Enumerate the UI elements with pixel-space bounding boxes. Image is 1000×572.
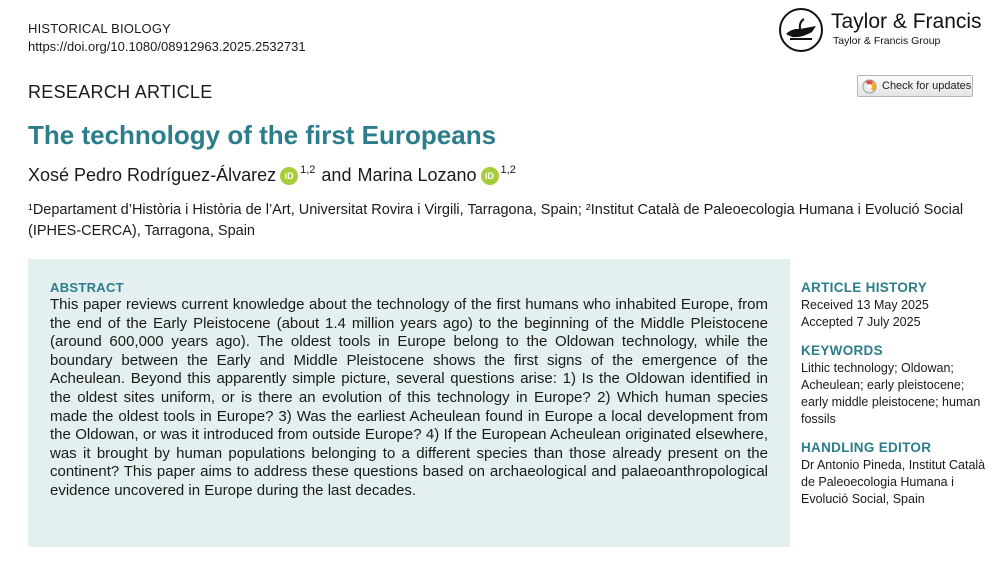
- publisher-logo: [778, 6, 982, 54]
- keywords-text: Lithic technology; Oldowan; Acheulean; early pleistocene; early middle pleistocene; human fossils: [801, 361, 981, 426]
- journal-header: [28, 20, 306, 56]
- received-date: Received 13 May 2025: [801, 298, 929, 312]
- abstract-text: This paper reviews current knowledge about the technology of the first humans who inhabited Europe, from the end of the Early Pleistocene (about 1.4 million years ago) to the beginning of the Middle Pleistocene (around 600,000 years ago). The oldest tools in Europe belong to the Oldowan technology, while the boundary between the Early and Middle Pleistocene shows the first signs of the emergence of the Acheulean. Beyond this apparently simple picture, several questions arise: 1) Is the Oldowan identified in the oldest sites uniform, or is there an evolution of this technology in Europe? 2) Which human species made the oldest tools in Europe? 3) Was the earliest Acheulean found in Europe a local development from the Oldowan, or was it introduced from outside Europe? 4) If the European Acheulean originated elsewhere, was it brought by human populations belonging to a different species than those already present on the continent? This paper aims to address these questions based on archaeological and palaeoanthropological evidence uncovered in Europe during the last decades.: [50, 296, 768, 499]
- author-name[interactable]: Xosé Pedro Rodríguez-Álvarez: [28, 165, 277, 185]
- author-affiliation-ref: 1,2: [500, 164, 516, 176]
- article-type: RESEARCH ARTICLE: [28, 82, 213, 102]
- author-affiliation-ref: 1,2: [300, 164, 316, 176]
- lamp-logo-icon: [778, 8, 824, 52]
- orcid-icon[interactable]: iD: [481, 167, 499, 185]
- affiliations: ¹Departament d’Història i Història de l’Art, Universitat Rovira i Virgili, Tarragona, Spain; ²Institut Català de Paleoecologia Humana i Evolució Social (IPHES-CERCA), Tarragona, Spain: [28, 202, 964, 239]
- handling-editor: [801, 440, 986, 508]
- publisher-name: Taylor & Francis: [831, 10, 982, 33]
- crossmark-icon: [862, 79, 877, 94]
- abstract-heading: ABSTRACT: [50, 280, 124, 295]
- check-for-updates-button[interactable]: [857, 75, 973, 97]
- journal-name: HISTORICAL BIOLOGY: [28, 21, 172, 36]
- check-for-updates-label: Check for updates: [882, 80, 972, 92]
- author-conjunction: and: [321, 165, 352, 185]
- orcid-icon[interactable]: iD: [280, 167, 298, 185]
- keywords-heading: KEYWORDS: [801, 343, 883, 358]
- journal-doi[interactable]: https://doi.org/10.1080/08912963.2025.2532731: [28, 39, 306, 54]
- publisher-group: Taylor & Francis Group: [833, 35, 941, 47]
- accepted-date: Accepted 7 July 2025: [801, 315, 921, 329]
- handling-editor-text: Dr Antonio Pineda, Institut Català de Paleoecologia Humana i Evolució Social, Spain: [801, 458, 986, 506]
- article-info-sidebar: [801, 280, 986, 520]
- article-history-heading: ARTICLE HISTORY: [801, 280, 928, 295]
- abstract-box: [28, 259, 790, 547]
- author-list: [28, 163, 522, 187]
- keywords: [801, 343, 986, 428]
- article-title: The technology of the first Europeans: [28, 120, 497, 150]
- article-history: [801, 280, 986, 331]
- author-name[interactable]: Marina Lozano: [357, 165, 477, 185]
- handling-editor-heading: HANDLING EDITOR: [801, 440, 932, 455]
